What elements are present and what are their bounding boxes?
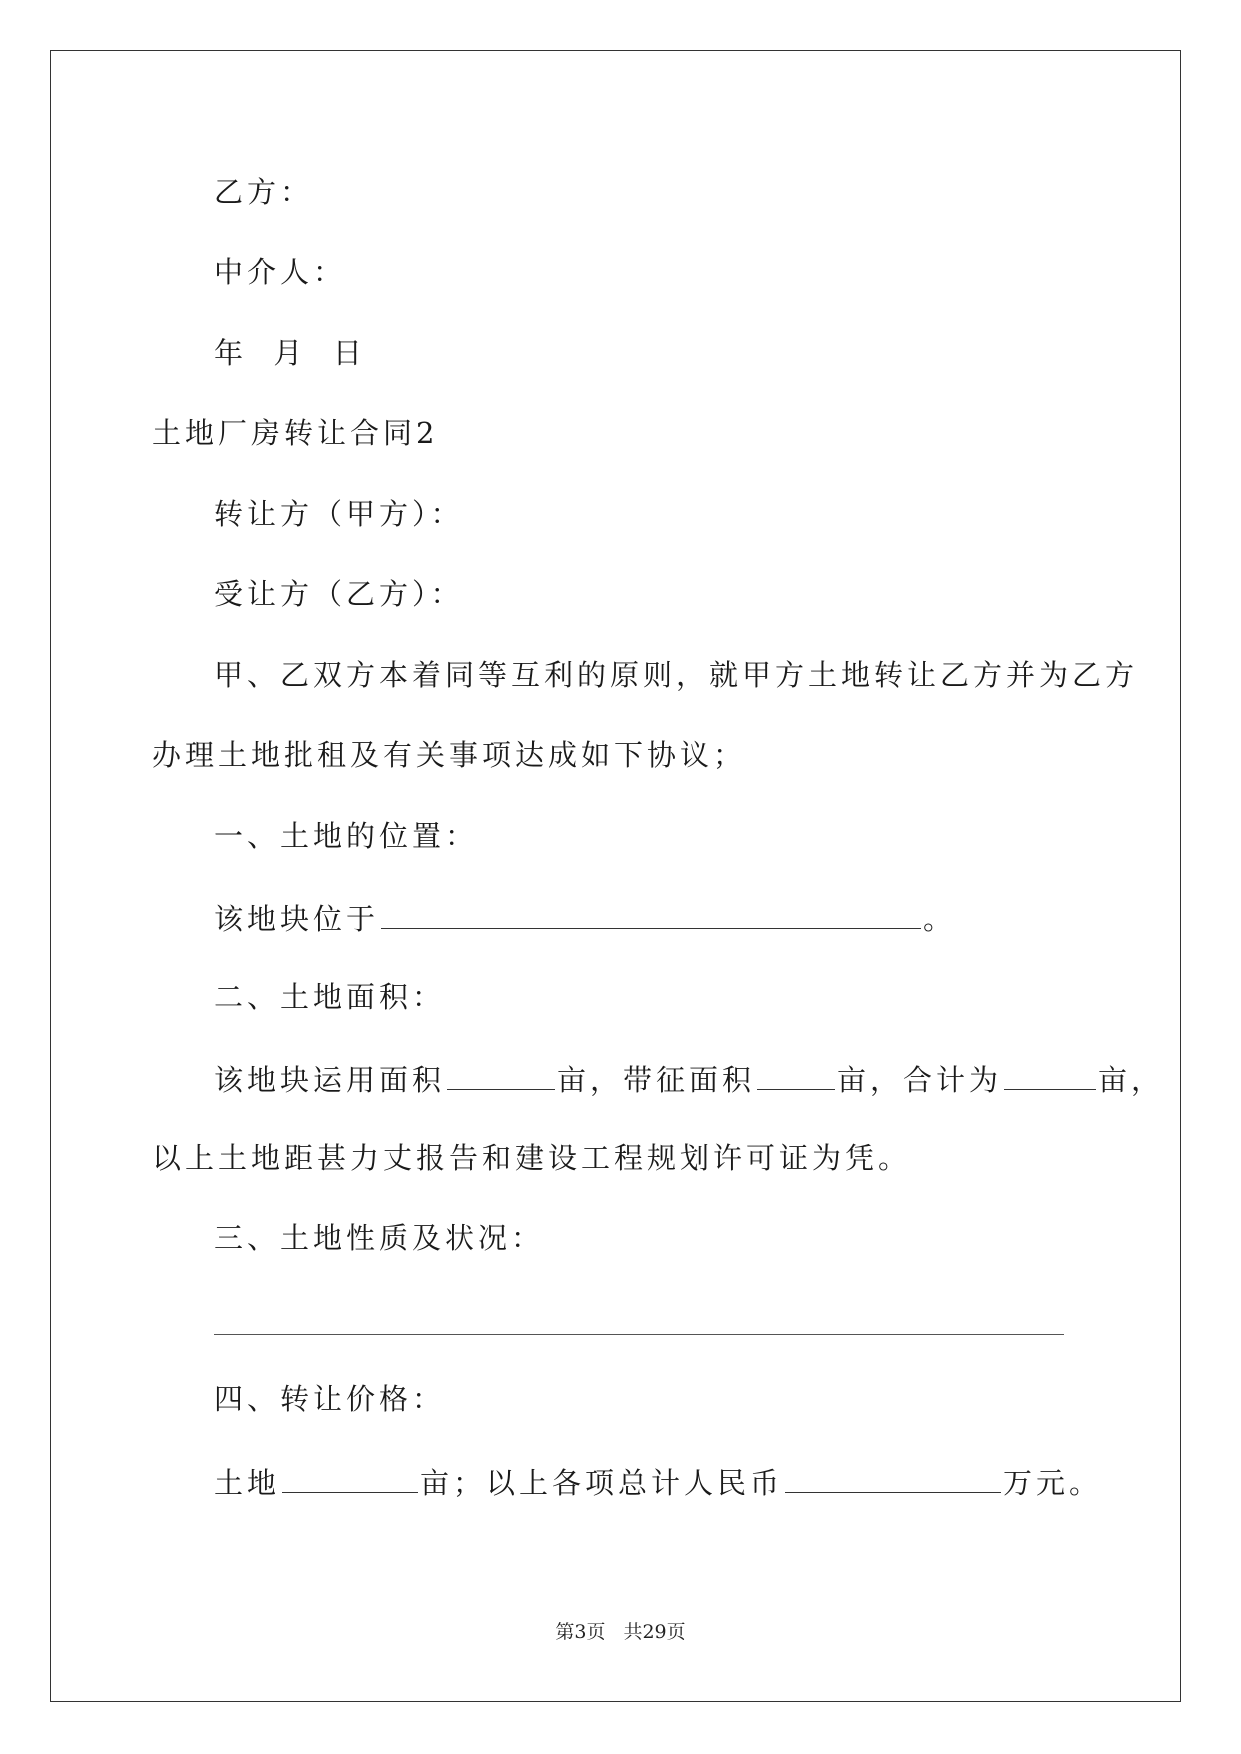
price-blank-1 (282, 1466, 418, 1493)
price-text-3: 万元。 (1003, 1466, 1103, 1500)
section-2-heading: 二、土地面积： (214, 980, 446, 1014)
location-suffix: 。 (923, 902, 957, 936)
page-frame (50, 50, 1181, 1702)
location-prefix: 该地块位于 (214, 902, 380, 936)
price-blank-2 (785, 1466, 1001, 1493)
area-note: 以上土地距甚力丈报告和建设工程规划许可证为凭。 (152, 1141, 912, 1175)
transferee-label: 受让方（乙方）： (214, 577, 464, 611)
nature-blank-line (214, 1334, 1064, 1335)
transferor-label: 转让方（甲方）： (214, 497, 464, 531)
location-line (214, 902, 956, 934)
page-footer (0, 1617, 1241, 1644)
date-line (214, 336, 366, 370)
area-text-4: 亩， (1098, 1063, 1165, 1097)
price-text-2: 亩；以上各项总计人民币 (420, 1466, 784, 1500)
area-text-2: 亩，带征面积 (557, 1063, 756, 1097)
area-blank-3 (1004, 1063, 1096, 1090)
intermediary-label: 中介人： (214, 255, 347, 289)
location-blank (381, 902, 921, 929)
area-text-3: 亩，合计为 (837, 1063, 1003, 1097)
date-text: 年 月 日 (214, 336, 366, 370)
area-text-1: 该地块运用面积 (214, 1063, 446, 1097)
intro-line-1: 甲、乙双方本着同等互利的原则，就甲方土地转让乙方并为乙方 (214, 658, 1139, 692)
section-title: 土地厂房转让合同2 (152, 416, 439, 450)
section-1-heading: 一、土地的位置： (214, 819, 479, 853)
page-number: 第3页 (555, 1621, 606, 1643)
price-line (214, 1466, 1102, 1498)
area-blank-1 (447, 1063, 555, 1090)
section-4-heading: 四、转让价格： (214, 1382, 446, 1416)
price-text-1: 土地 (214, 1466, 281, 1500)
intro-line-2: 办理土地批租及有关事项达成如下协议； (152, 738, 747, 772)
area-blank-2 (757, 1063, 835, 1090)
section-3-heading: 三、土地性质及状况： (214, 1221, 545, 1255)
party-b-label: 乙方： (214, 175, 314, 209)
total-pages: 共29页 (623, 1621, 686, 1643)
area-line (214, 1063, 1164, 1095)
